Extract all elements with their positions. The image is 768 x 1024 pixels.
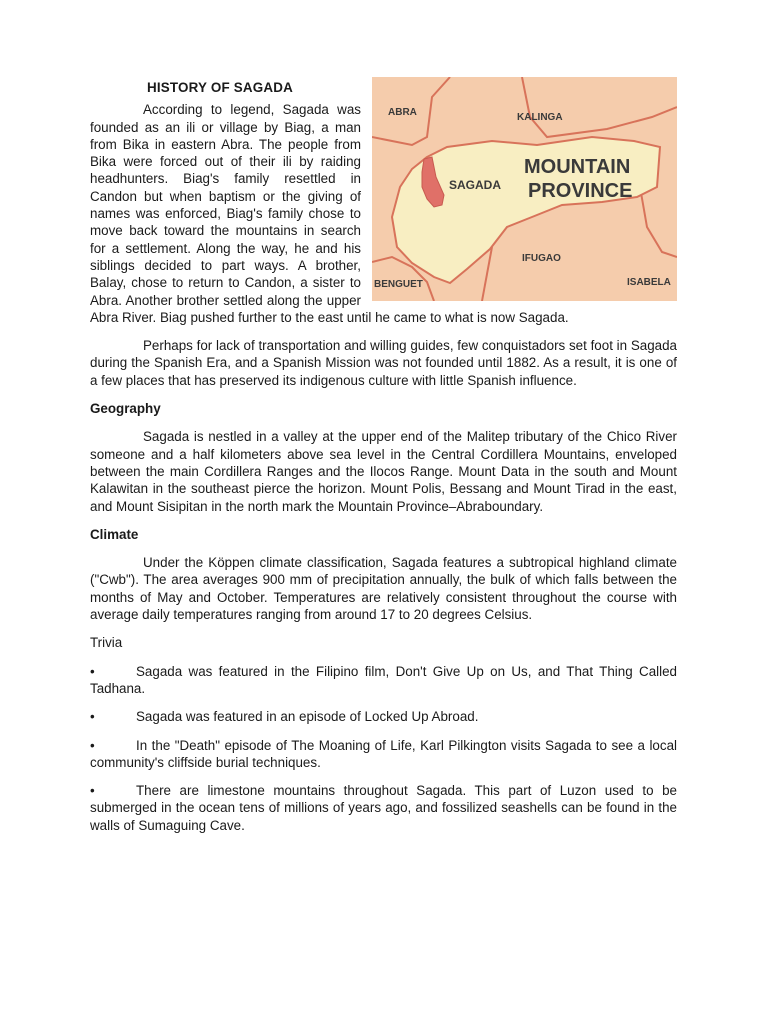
bullet-icon: • bbox=[90, 737, 95, 753]
label-benguet: BENGUET bbox=[374, 279, 423, 290]
trivia-item-text: There are limestone mountains throughout Sagada. This part of Luzon used to be submerged in the ocean tens of millions of years ago, and fossilized seashells can be found in the walls of Sumaguing Cave. bbox=[90, 783, 677, 833]
trivia-item-text: Sagada was featured in the Filipino film, Don't Give Up on Us, and That Thing Called Tadhana. bbox=[90, 663, 677, 696]
label-abra: ABRA bbox=[388, 107, 417, 118]
climate-heading: Climate bbox=[90, 526, 139, 542]
trivia-item-text: Sagada was featured in an episode of Locked Up Abroad. bbox=[136, 709, 479, 725]
geography-heading: Geography bbox=[90, 401, 161, 417]
history-paragraph-1: According to legend, Sagada was founded as an ili or village by Biag, a man from Bika in eastern Abra. The people from Bika were forced out of their ili by raiding headhunters. Biag's family resettled in Candon but when baptism or the giving of names was enforced, Biag's family chose to move back toward the mountains in search for a settlement. Along the way, he and his siblings decided to part ways. A brother, Balay, chose to return to Candon, a sister to Abra. Another brother settled along the upper Abra River. Biag pushed further to the east until he came to what is now Sagada. bbox=[90, 102, 569, 325]
label-province: PROVINCE bbox=[528, 180, 633, 202]
label-isabela: ISABELA bbox=[627, 277, 671, 288]
label-ifugao: IFUGAO bbox=[522, 253, 561, 264]
history-paragraph-2: Perhaps for lack of transportation and willing guides, few conquistadors set foot in Sagada during the Spanish Era, and a Spanish Mission was not founded until 1882. As a result, it is one of a few places that has preserved its indigenous culture with little Spanish influence. bbox=[90, 338, 677, 388]
trivia-item bbox=[90, 663, 677, 698]
bullet-icon: • bbox=[90, 709, 95, 725]
sagada-location-map bbox=[372, 77, 677, 301]
trivia-item bbox=[90, 708, 677, 725]
trivia-item bbox=[90, 737, 677, 772]
bullet-icon: • bbox=[90, 783, 95, 799]
trivia-item bbox=[90, 782, 677, 834]
bullet-icon: • bbox=[90, 663, 95, 679]
geography-paragraph: Sagada is nestled in a valley at the upper end of the Malitep tributary of the Chico River someone and a half kilometers above sea level in the Central Cordillera Mountains, enveloped between the main Cordillera Ranges and the Ilocos Range. Mount Data in the south and Mount Kalawitan in the southeast pierce the horizon. Mount Polis, Bessang and Mount Tirad in the east, and Mount Sisipitan in the north mark the Mountain Province–Abraboundary. bbox=[90, 429, 677, 514]
trivia-item-text: In the "Death" episode of The Moaning of Life, Karl Pilkington visits Sagada to see a local community's cliffside burial techniques. bbox=[90, 737, 677, 770]
page-title: HISTORY OF SAGADA bbox=[147, 80, 294, 95]
label-mountain: MOUNTAIN bbox=[524, 156, 631, 178]
label-sagada: SAGADA bbox=[449, 178, 502, 192]
document-page bbox=[90, 76, 677, 845]
label-kalinga: KALINGA bbox=[517, 112, 563, 123]
trivia-heading: Trivia bbox=[90, 635, 123, 651]
climate-paragraph: Under the Köppen climate classification, Sagada features a subtropical highland climate ("Cwb"). The area averages 900 mm of precipitation annually, the bulk of which falls between the months of May and October. Temperatures are relatively consistent throughout the course with average daily temperatures ranging from around 17 to 20 degrees Celsius. bbox=[90, 555, 677, 623]
